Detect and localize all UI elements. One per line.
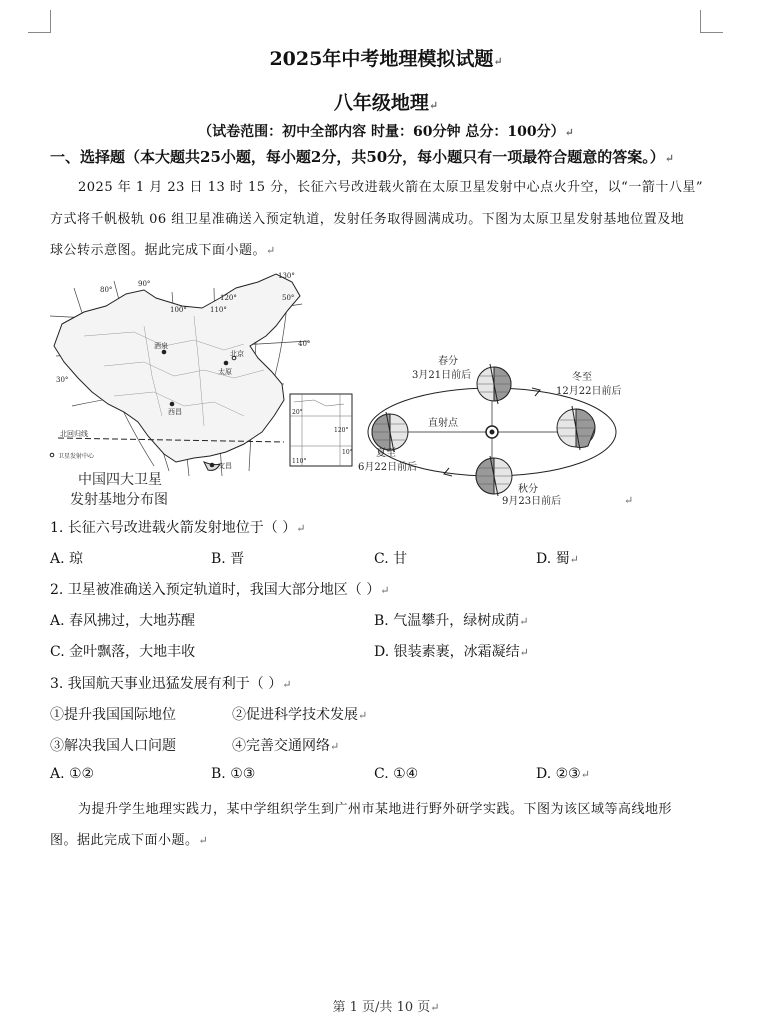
inset-label-10: 10° <box>342 449 353 456</box>
q1-option-a: A. 琼 <box>50 551 84 567</box>
q3-option-d: D. ②③↵ <box>536 766 590 782</box>
lon-label-90: 90° <box>138 280 151 288</box>
q3-option-b: B. ①③ <box>211 766 256 782</box>
summer-label: 夏至 <box>376 448 396 459</box>
capital-label: 北京 <box>230 350 244 358</box>
q3-statement-3: ③解决我国人口问题 <box>50 738 176 754</box>
site-label-taiyuan: 太原 <box>218 368 232 376</box>
page-title: 2025年中考地理模拟试题↵ <box>269 48 503 70</box>
site-label-wenchang: 文昌 <box>218 462 232 470</box>
question-1-stem: 1. 长征六号改进载火箭发射地位于（ ）↵ <box>50 520 306 536</box>
intro-line-1: 2025 年 1 月 23 日 13 时 15 分，长征六号改进载火箭在太原卫星发射中心点火升空，以“一箭十八星” <box>78 180 703 195</box>
lat-label-40: 40° <box>298 340 311 348</box>
lon-label-80: 80° <box>100 286 113 294</box>
q3-statement-2: ②促进科学技术发展↵ <box>232 707 368 723</box>
map-legend-label: 卫星发射中心 <box>58 453 95 460</box>
lon-label-120: 120° <box>220 294 237 302</box>
exam-info: （试卷范围：初中全部内容 时量：60分钟 总分：100分）↵ <box>198 124 574 140</box>
q3-statement-1: ①提升我国国际地位 <box>50 707 176 723</box>
lon-label-100: 100° <box>170 306 187 314</box>
q3-option-c: C. ①④ <box>374 766 419 782</box>
lon-label-110: 110° <box>210 306 227 314</box>
winter-date: 12月22日前后 <box>556 386 622 397</box>
earth-orbit-diagram <box>356 350 636 512</box>
satellite-base-map <box>44 266 364 510</box>
orbit-arrow-icon-2 <box>444 468 452 476</box>
autumn-date: 9月23日前后 <box>502 496 562 507</box>
q2-option-b: B. 气温攀升，绿树成荫↵ <box>374 613 529 629</box>
autumn-label: 秋分 <box>518 484 538 495</box>
inset-label-120: 120° <box>334 427 349 434</box>
section-heading: 一、选择题（本大题共25小题，每小题2分，共50分，每小题只有一项最符合题意的答案。）↵ <box>50 148 674 166</box>
lat-label-50: 50° <box>282 294 295 302</box>
section2-intro-line-1: 为提升学生地理实践力，某中学组织学生到广州市某地进行野外研学实践。下图为该区域等高线地形 <box>78 802 673 817</box>
q3-statement-4: ④完善交通网络↵ <box>232 738 340 754</box>
lat-label-30: 30° <box>56 376 69 384</box>
q2-option-a: A. 春风拂过，大地苏醒 <box>50 613 196 629</box>
inset-label-20: 20° <box>292 409 303 416</box>
intro-line-2: 方式将千帆极轨 06 组卫星准确送入预定轨道，发射任务取得圆满成功。下图为太原卫星发射基地位置及地 <box>50 212 685 227</box>
question-2-stem: 2. 卫星被准确送入预定轨道时，我国大部分地区（ ）↵ <box>50 582 390 598</box>
page-footer: 第 1 页/共 10 页↵ <box>332 1000 440 1015</box>
q1-option-d: D. 蜀↵ <box>536 551 579 567</box>
tropic-label: 北回归线 <box>60 430 88 438</box>
intro-line-3: 球公转示意图。据此完成下面小题。↵ <box>50 243 276 258</box>
direct-point-label: 直射点 <box>428 418 458 429</box>
crop-mark-top-left <box>28 10 51 33</box>
question-3-stem: 3. 我国航天事业迅猛发展有利于（ ）↵ <box>50 676 292 692</box>
q2-option-c: C. 金叶飘落，大地丰收 <box>50 644 196 660</box>
crop-mark-top-right <box>700 10 723 33</box>
summer-date: 6月22日前后 <box>358 462 418 473</box>
q3-option-a: A. ①② <box>50 766 95 782</box>
inset-label-110: 110° <box>292 458 307 465</box>
site-label-jiuquan: 酒泉 <box>154 342 168 350</box>
map-caption-line-1: 中国四大卫星 <box>78 472 162 488</box>
spring-date: 3月21日前后 <box>412 370 472 381</box>
site-label-xichang: 西昌 <box>168 408 182 416</box>
q2-option-d: D. 银装素裹，冰霜凝结↵ <box>374 644 529 660</box>
map-caption-line-2: 发射基地分布图 <box>70 492 168 508</box>
q1-option-c: C. 甘 <box>374 551 408 567</box>
winter-label: 冬至 <box>572 372 592 383</box>
section2-intro-line-2: 图。据此完成下面小题。↵ <box>50 833 209 848</box>
spring-label: 春分 <box>438 356 458 367</box>
q1-option-b: B. 晋 <box>211 551 245 567</box>
orbit-arrow-icon <box>532 388 540 396</box>
page-subtitle: 八年级地理↵ <box>333 92 439 114</box>
lon-label-130: 130° <box>278 272 295 280</box>
